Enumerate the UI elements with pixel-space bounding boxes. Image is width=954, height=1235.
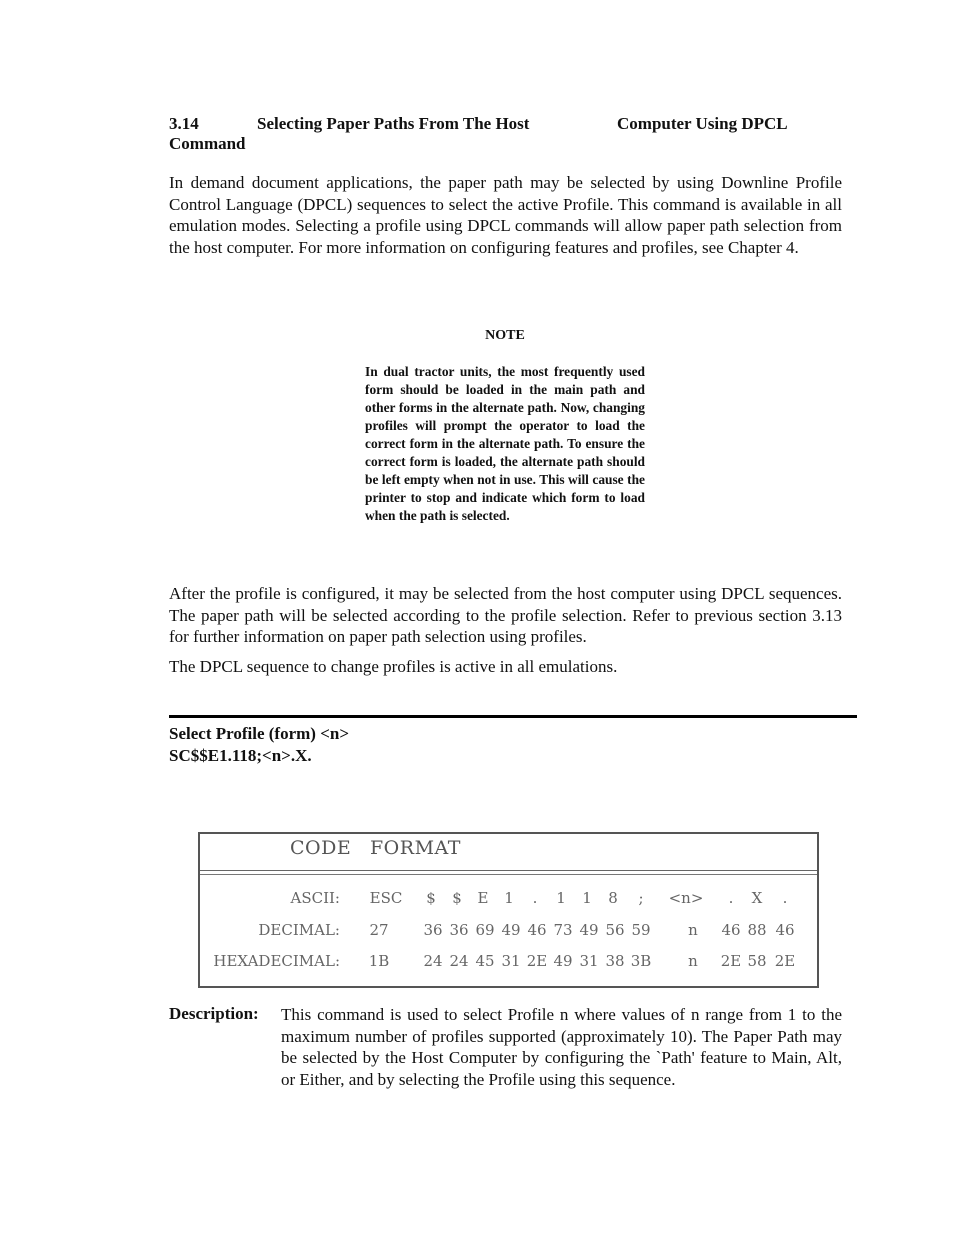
table-cell: 24 xyxy=(423,952,443,970)
table-cell: 49 xyxy=(579,921,599,939)
table-cell: $ xyxy=(452,889,462,907)
table-cell: 49 xyxy=(501,921,521,939)
row-label: ASCII: xyxy=(290,889,340,907)
table-cell: 31 xyxy=(501,952,521,970)
section-title-part3: Command xyxy=(169,134,246,153)
table-cell: n xyxy=(688,921,698,939)
table-cell: 58 xyxy=(747,952,767,970)
decimal-row xyxy=(200,921,817,943)
note-title: NOTE xyxy=(485,328,525,343)
table-cell: 3B xyxy=(630,952,652,970)
code-column-header: CODE xyxy=(290,837,352,859)
table-cell: E xyxy=(477,889,489,907)
active-paragraph: The DPCL sequence to change profiles is active in all emulations. xyxy=(169,657,618,676)
table-cell: 46 xyxy=(527,921,547,939)
note-body: In dual tractor units, the most frequently used form should be loaded in the main path and other forms in the alternate path. Now, changing profiles will prompt the operator to load the correct form in the alternate path. To ensure the correct form is loaded, the alternate path should be left empty when not in use. This will cause the printer to stop and indicate which form to load when the path is selected. xyxy=(365,364,645,523)
table-cell: 2E xyxy=(720,952,742,970)
table-cell: <n> xyxy=(668,889,704,907)
table-cell: . xyxy=(532,889,538,907)
table-cell: 1 xyxy=(582,889,592,907)
table-cell: ESC xyxy=(369,889,403,907)
row-label: HEXADECIMAL: xyxy=(213,952,340,970)
table-cell: ; xyxy=(638,889,644,907)
format-column-header: FORMAT xyxy=(370,837,461,859)
table-cell: 2E xyxy=(526,952,548,970)
description-text: This command is used to select Profile n where values of n range from 1 to the maximum number of profiles supported (approximately 10). The Paper Path may be selected by the Host Computer by configuring the `Path' feature to Main, Alt, or Either, and by selecting the Profile using this sequence. xyxy=(281,1005,842,1089)
table-cell: 36 xyxy=(449,921,469,939)
table-cell: 56 xyxy=(605,921,625,939)
section-title-part1: Selecting Paper Paths From The Host xyxy=(257,114,530,133)
table-cell: 36 xyxy=(423,921,443,939)
table-cell: 46 xyxy=(775,921,795,939)
table-cell: 88 xyxy=(747,921,767,939)
ascii-row xyxy=(200,889,817,911)
table-cell: 1B xyxy=(368,952,390,970)
table-cell: 46 xyxy=(721,921,741,939)
command-name: Select Profile (form) <n> xyxy=(169,724,350,743)
table-cell: . xyxy=(728,889,734,907)
table-cell: 27 xyxy=(369,921,389,939)
table-cell: X xyxy=(751,889,763,907)
table-cell: . xyxy=(782,889,788,907)
table-cell: 45 xyxy=(475,952,495,970)
description-label: Description: xyxy=(169,1004,259,1023)
section-title-part2: Computer Using DPCL xyxy=(617,114,788,133)
table-cell: 69 xyxy=(475,921,495,939)
section-number: 3.14 xyxy=(169,114,199,133)
table-cell: 1 xyxy=(504,889,514,907)
hexadecimal-row xyxy=(200,952,817,974)
table-cell: 49 xyxy=(553,952,573,970)
code-table-header xyxy=(200,834,817,871)
after-paragraph: After the profile is configured, it may be selected from the host computer using DPCL sequences. The paper path will be selected according to the profile selection. Refer to previous section 3.13 for further information on paper path selection using profiles. xyxy=(169,584,842,646)
row-label: DECIMAL: xyxy=(258,921,340,939)
code-format-table xyxy=(198,832,819,988)
command-sequence: SC$$E1.118;<n>.X. xyxy=(169,746,312,765)
table-cell: 24 xyxy=(449,952,469,970)
table-cell: 31 xyxy=(579,952,599,970)
section-divider xyxy=(169,715,857,718)
table-cell: 1 xyxy=(556,889,566,907)
table-cell: n xyxy=(688,952,698,970)
table-cell: 38 xyxy=(605,952,625,970)
intro-paragraph: In demand document applications, the paper path may be selected by using Downline Profile Control Language (DPCL) sequences to select the active Profile. This command is available in all emulation modes. Selecting a profile using DPCL commands will allow paper path selection from the host computer. For more information on configuring features and profiles, see Chapter 4. xyxy=(169,173,842,257)
table-cell: 73 xyxy=(553,921,573,939)
table-cell: 59 xyxy=(631,921,651,939)
table-cell: 8 xyxy=(608,889,618,907)
table-cell: 2E xyxy=(774,952,796,970)
table-cell: $ xyxy=(426,889,436,907)
